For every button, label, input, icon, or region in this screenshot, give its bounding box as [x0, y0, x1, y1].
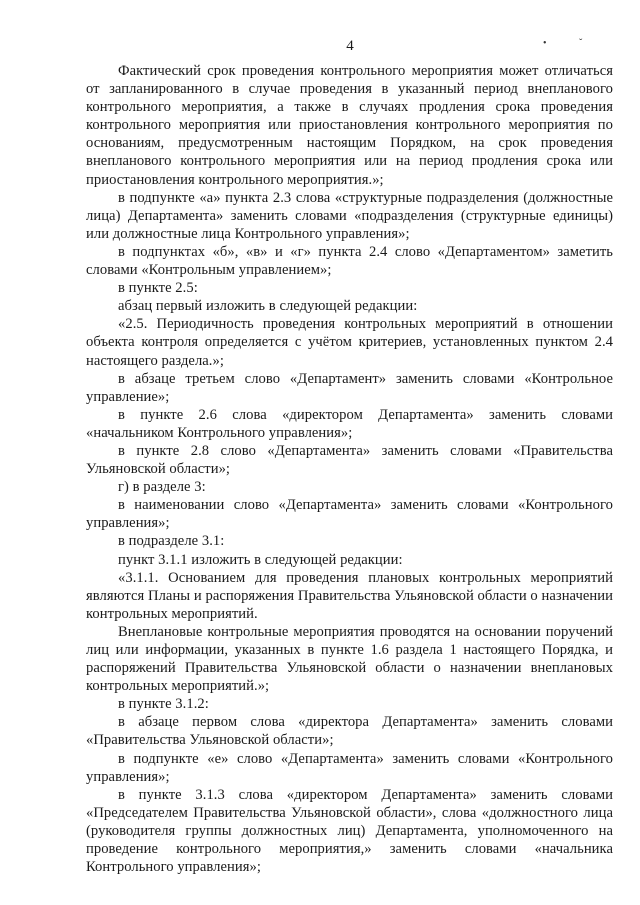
document-body	[86, 62, 613, 876]
paragraph: в подразделе 3.1:	[118, 533, 225, 550]
paragraph: в абзаце первом слова «директора Департамента» заменить словами «Правительства Ульяновской области»;	[86, 714, 613, 749]
paragraph: Фактический срок проведения контрольного мероприятия может отличаться от запланированного в случае проведения в указанный период внепланового контрольного мероприятия, а также в случаях продления срока проведения контрольного мероприятия или приостановления контрольного мероприятия по основаниям, предусмотренным настоящим Порядком, на срок проведения внепланового контрольного мероприятия или на период продления срока или приостановления контрольного мероприятия.»;	[86, 63, 613, 188]
paragraph: в пункте 2.8 слово «Департамента» заменить словами «Правительства Ульяновской области»;	[86, 442, 613, 478]
paragraph: в пункте 2.5:	[118, 280, 198, 297]
paragraph: в подпункте «е» слово «Департамента» заменить словами «Контрольного управления»;	[86, 750, 613, 785]
paragraph: в подпункте «а» пункта 2.3 слова «структурные подразделения (должностные лица) Департамента» заменить словами «подразделения (структурные единицы) или должностные лица Контрольного управления»;	[86, 189, 613, 242]
page-number: 4	[346, 38, 354, 54]
paragraph: в наименовании слово «Департамента» заменить словами «Контрольного управления»;	[86, 497, 613, 532]
paragraph: в пункте 2.6 слова «директором Департамента» заменить словами «начальником Контрольного управления»;	[86, 406, 613, 441]
paragraph: «2.5. Периодичность проведения контрольных мероприятий в отношении объекта контроля определяется с учётом критериев, установленных пунктом 2.4 настоящего раздела.»;	[86, 316, 613, 369]
paragraph: в подпунктах «б», «в» и «г» пункта 2.4 слово «Департаментом» заметить словами «Контрольным управлением»;	[86, 243, 613, 279]
paragraph: пункт 3.1.1 изложить в следующей редакции:	[118, 551, 403, 568]
paragraph: Внеплановые контрольные мероприятия проводятся на основании поручений лиц или информации, указанных в пункте 1.6 раздела 1 настоящего Порядка, и распоряжений Правительства Ульяновской области о назначении внеплановых контрольных мероприятий.»;	[86, 623, 613, 695]
scan-speck: ˇ	[579, 38, 583, 49]
paragraph: г) в разделе 3:	[118, 479, 206, 496]
paragraph: абзац первый изложить в следующей редакции:	[118, 298, 418, 315]
paragraph: в абзаце третьем слово «Департамент» заменить словами «Контрольное управление»;	[86, 370, 613, 405]
paragraph: «3.1.1. Основанием для проведения плановых контрольных мероприятий являются Планы и распоряжения Правительства Ульяновской области о назначении контрольных мероприятий.	[86, 569, 613, 622]
scan-speck: •	[543, 38, 547, 49]
paragraph: в пункте 3.1.3 слова «директором Департамента» заменить словами «Председателем Правительства Ульяновской области», слова «должностного лица (руководителя группы должностных лиц) Департамента, уполномоченного на проведение контрольного мероприятия,» заменить словами «начальника Контрольного управления»;	[86, 786, 613, 876]
paragraph: в пункте 3.1.2:	[118, 696, 209, 713]
